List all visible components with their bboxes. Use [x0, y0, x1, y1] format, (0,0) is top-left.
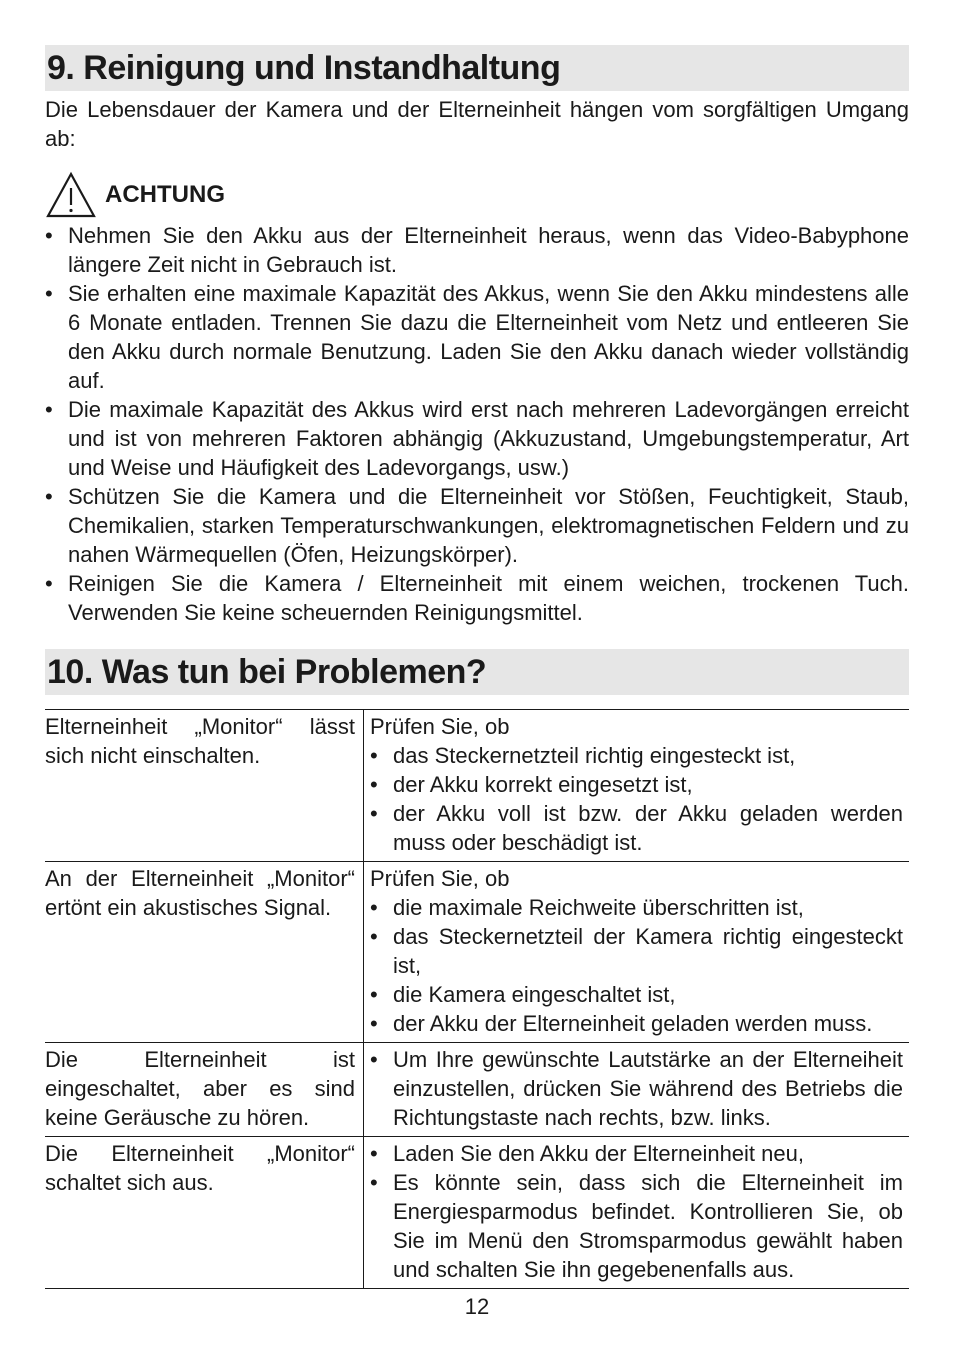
- table-row: [45, 1137, 909, 1289]
- solution-cell: [364, 862, 910, 1043]
- list-item: • die maximale Reichweite überschritten ist,: [370, 893, 903, 922]
- care-instructions-list: [45, 221, 909, 627]
- troubleshooting-table: [45, 709, 909, 1289]
- list-item: • Sie erhalten eine maximale Kapazität des Akkus, wenn Sie den Akku mindestens alle 6 Monate entladen. Trennen Sie dazu die Elterneinheit vom Netz und entleeren Sie den Akku durch normale Benutzung. Laden Sie den Akku danach wieder vollständig auf.: [45, 279, 909, 395]
- problem-cell: An der Elterneinheit „Monitor“ ertönt ein akustisches Signal.: [45, 866, 355, 920]
- page-number: 12: [464, 1294, 490, 1319]
- section-title: 10. Was tun bei Problemen?: [47, 652, 487, 691]
- table-row: [45, 710, 909, 862]
- solution-lead: Prüfen Sie, ob: [370, 714, 510, 739]
- list-item: • Laden Sie den Akku der Elterneinheit neu,: [370, 1139, 903, 1168]
- solution-cell: [364, 710, 910, 862]
- manual-page: [45, 45, 909, 1289]
- problem-cell: Die Elterneinheit „Monitor“ schaltet sich aus.: [45, 1141, 355, 1195]
- table-row: [45, 1043, 909, 1137]
- list-item: • Die maximale Kapazität des Akkus wird erst nach mehreren Ladevorgängen erreicht und ist von mehreren Faktoren abhängig (Akkuzustand, Umgebungstemperatur, Art und Weise und Häufigkeit des Ladevorgangs, usw.): [45, 395, 909, 482]
- intro-paragraph: Die Lebensdauer der Kamera und der Elterneinheit hängen vom sorgfältigen Umgang ab:: [45, 97, 909, 151]
- solution-cell: [364, 1137, 910, 1289]
- solution-lead: Prüfen Sie, ob: [370, 866, 510, 891]
- section-heading-cleaning: [45, 45, 909, 91]
- list-item: • Nehmen Sie den Akku aus der Elterneinheit heraus, wenn das Video-Babyphone längere Zeit nicht in Gebrauch ist.: [45, 221, 909, 279]
- solution-list: [370, 893, 903, 1038]
- list-item: • der Akku korrekt eingesetzt ist,: [370, 770, 903, 799]
- warning-triangle-icon: [45, 171, 97, 219]
- section-heading-troubleshooting: [45, 649, 909, 695]
- list-item: • die Kamera eingeschaltet ist,: [370, 980, 903, 1009]
- warning-header: [45, 169, 909, 221]
- solution-list: [370, 1139, 903, 1284]
- list-item: • der Akku voll ist bzw. der Akku geladen werden muss oder beschädigt ist.: [370, 799, 903, 857]
- list-item: • Schützen Sie die Kamera und die Elterneinheit vor Stößen, Feuchtigkeit, Staub, Chemikalien, starken Temperaturschwankungen, elektromagnetischen Feldern und zu nahen Wärmequellen (Öfen, Heizungskörper).: [45, 482, 909, 569]
- list-item: • der Akku der Elterneinheit geladen werden muss.: [370, 1009, 903, 1038]
- table-row: [45, 862, 909, 1043]
- problem-cell: Elterneinheit „Monitor“ lässt sich nicht einschalten.: [45, 714, 355, 768]
- section-title: 9. Reinigung und Instandhaltung: [47, 48, 561, 87]
- problem-cell: Die Elterneinheit ist eingeschaltet, aber es sind keine Geräusche zu hören.: [45, 1047, 355, 1130]
- list-item: • Es könnte sein, dass sich die Elterneinheit im Energiesparmodus befindet. Kontrollieren Sie, ob Sie im Menü den Stromsparmodus gewählt haben und schalten Sie ihn gegebenenfalls aus.: [370, 1168, 903, 1284]
- solution-cell: [364, 1043, 910, 1137]
- list-item: • Reinigen Sie die Kamera / Elterneinheit mit einem weichen, trockenen Tuch. Verwenden Sie keine scheuernden Reinigungsmittel.: [45, 569, 909, 627]
- warning-label: ACHTUNG: [105, 181, 225, 208]
- list-item: • Um Ihre gewünschte Lautstärke an der Elterneiheit einzustellen, drücken Sie während des Betriebs die Richtungstaste nach rechts, bzw. links.: [370, 1045, 903, 1132]
- solution-list: [370, 741, 903, 857]
- list-item: • das Steckernetzteil der Kamera richtig eingesteckt ist,: [370, 922, 903, 980]
- solution-list: [370, 1045, 903, 1132]
- list-item: • das Steckernetzteil richtig eingesteckt ist,: [370, 741, 903, 770]
